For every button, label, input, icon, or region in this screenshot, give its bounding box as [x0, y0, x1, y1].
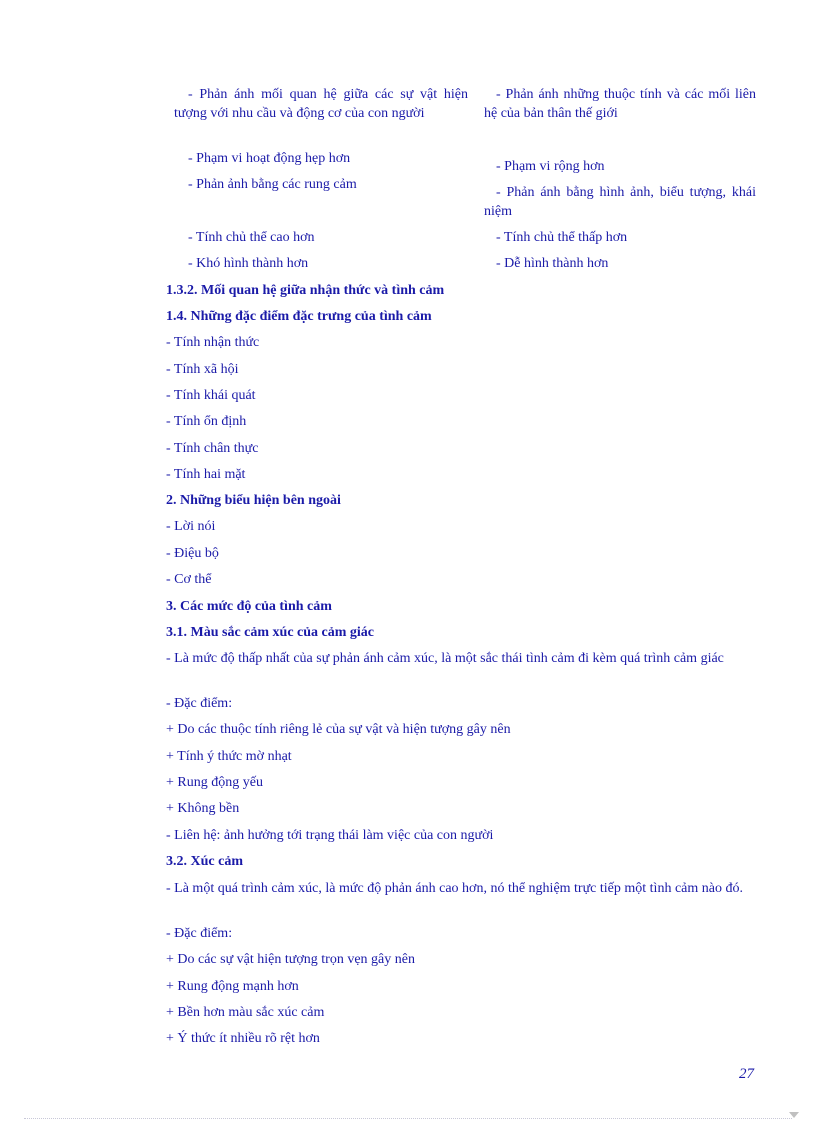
- table-right-cell: [484, 85, 756, 123]
- table-right-item: - Tính chủ thể thấp hơn: [496, 230, 628, 245]
- list-item: - Điệu bộ: [166, 546, 219, 561]
- table-left-cell: [174, 85, 468, 123]
- heading-3: 3. Các mức độ của tình cảm: [166, 599, 332, 614]
- table-left-item: - Tính chủ thể cao hơn: [188, 230, 315, 245]
- table-right-item: - Phản ánh bằng hình ảnh, biểu tượng, khái niệm: [484, 185, 756, 219]
- list-item: - Tính xã hội: [166, 362, 239, 377]
- table-left-item: - Khó hình thành hơn: [188, 256, 309, 271]
- list-item: - Lời nói: [166, 519, 216, 534]
- list-item: - Cơ thể: [166, 572, 212, 587]
- list-item: - Liên hệ: ảnh hưởng tới trạng thái làm việc của con người: [166, 828, 494, 843]
- heading-1-3-2: 1.3.2. Mối quan hệ giữa nhận thức và tình cảm: [166, 283, 445, 298]
- paragraph: - Là mức độ thấp nhất của sự phản ánh cảm xúc, là một sắc thái tình cảm đi kèm quá trình cảm giác: [166, 651, 724, 666]
- table-right-cell: [484, 183, 756, 221]
- table-right-item: - Phản ánh những thuộc tính và các mối liên hệ của bản thân thế giới: [484, 87, 756, 121]
- list-item: - Tính khái quát: [166, 388, 256, 403]
- list-item: + Không bền: [166, 801, 240, 816]
- list-item: + Rung động yếu: [166, 775, 263, 790]
- table-left-item: - Phản ánh mối quan hệ giữa các sự vật hiện tượng với nhu cầu và động cơ của con người: [174, 87, 468, 121]
- page-number: 27: [739, 1066, 754, 1082]
- heading-3-2: 3.2. Xúc cảm: [166, 854, 243, 869]
- list-item: - Tính ổn định: [166, 414, 247, 429]
- list-item: + Do các thuộc tính riêng lẻ của sự vật và hiện tượng gây nên: [166, 722, 511, 737]
- list-item: - Tính nhận thức: [166, 335, 260, 350]
- table-left-item: - Phản ảnh bằng các rung cảm: [188, 177, 357, 192]
- list-item: + Bền hơn màu sắc xúc cảm: [166, 1005, 325, 1020]
- features-label: - Đặc điểm:: [166, 926, 233, 941]
- table-left-item: - Phạm vi hoạt động hẹp hơn: [188, 151, 351, 166]
- list-item: + Ý thức ít nhiều rõ rệt hơn: [166, 1031, 320, 1046]
- paragraph: - Là một quá trình cảm xúc, là mức độ phản ánh cao hơn, nó thể nghiệm trực tiếp một tình cảm nào đó.: [166, 881, 743, 896]
- heading-3-1: 3.1. Màu sắc cảm xúc của cảm giác: [166, 625, 375, 640]
- scroll-corner-icon: [789, 1112, 799, 1118]
- features-label: - Đặc điểm:: [166, 696, 233, 711]
- list-item: - Tính hai mặt: [166, 467, 246, 482]
- heading-2: 2. Những biểu hiện bên ngoài: [166, 493, 341, 508]
- table-right-item: - Phạm vi rộng hơn: [496, 159, 605, 174]
- list-item: + Do các sự vật hiện tượng trọn vẹn gây nên: [166, 952, 415, 967]
- table-right-item: - Dễ hình thành hơn: [496, 256, 609, 271]
- list-item: - Tính chân thực: [166, 441, 259, 456]
- list-item: + Rung động mạnh hơn: [166, 979, 299, 994]
- list-item: + Tính ý thức mờ nhạt: [166, 749, 292, 764]
- heading-1-4: 1.4. Những đặc điểm đặc trưng của tình cảm: [166, 309, 432, 324]
- page-divider: [24, 1118, 792, 1119]
